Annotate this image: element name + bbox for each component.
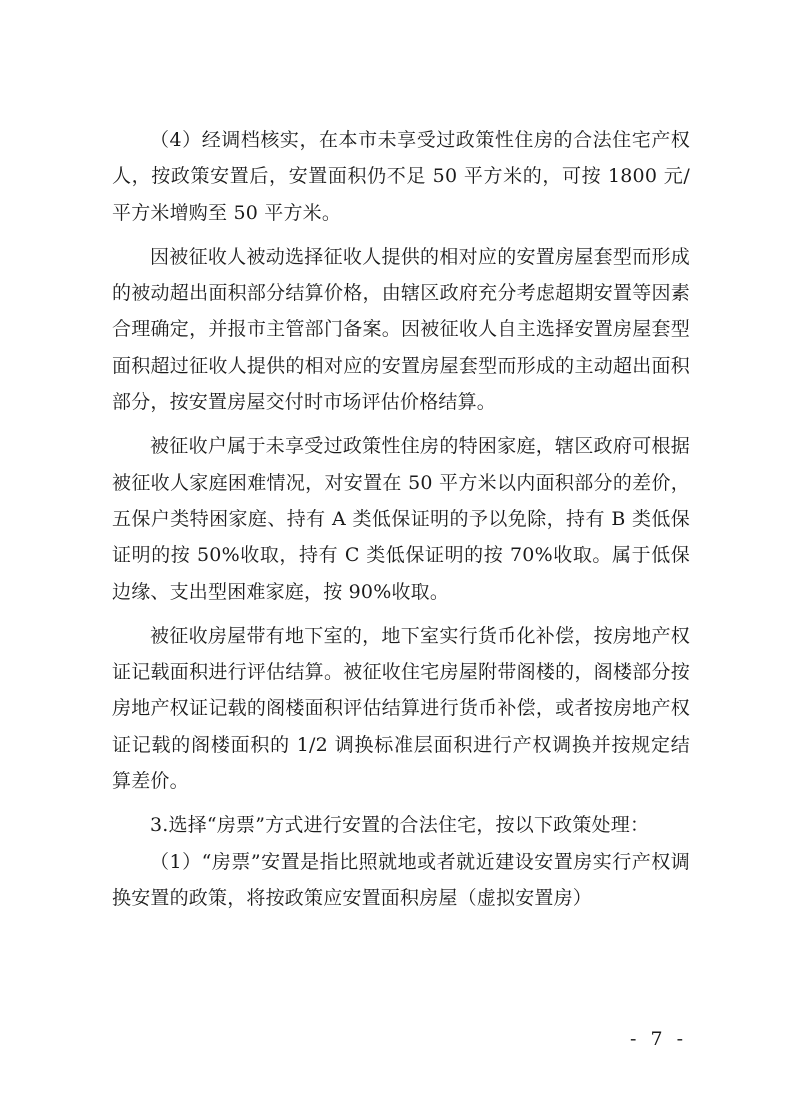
page-number: - 7 -: [629, 1028, 687, 1050]
paragraph-basement-attic: 被征收房屋带有地下室的，地下室实行货币化补偿，按房地产权证记载面积进行评估结算。被征收住宅房屋附带阁楼的，阁楼部分按房地产权证记载的阁楼面积评估结算进行货币补偿，或者按房地产权证记载的阁楼面积的 1/2 调换标准层面积进行产权调换并按规定结算差价。: [112, 624, 690, 793]
paragraph-hardship-households: 被征收户属于未享受过政策性住房的特困家庭，辖区政府可根据被征收人家庭困难情况，对安置在 50 平方米以内面积部分的差价，五保户类特困家庭、持有 A 类低保证明的予以免除，持有 B 类低保证明的按 50%收取，持有 C 类低保证明的按 70%收取。属于低保边缘、支出型困难家庭，按 90%收取。: [112, 435, 690, 603]
document-body: [112, 122, 690, 916]
paragraph-housing-voucher-heading: 3.选择“房票”方式进行安置的合法住宅，按以下政策处理：: [150, 814, 650, 837]
paragraph-excess-area-pricing: 因被征收人被动选择征收人提供的相对应的安置房屋套型而形成的被动超出面积部分结算价格，由辖区政府充分考虑超期安置等因素合理确定，并报市主管部门备案。因被征收人自主选择安置房屋套型面积超过征收人提供的相对应的安置房屋套型而形成的主动超出面积部分，按安置房屋交付时市场评估价格结算。: [112, 245, 690, 414]
paragraph-supplementary-purchase: （4）经调档核实，在本市未享受过政策性住房的合法住宅产权人，按政策安置后，安置面积仍不足 50 平方米的，可按 1800 元/平方米增购至 50 平方米。: [112, 129, 690, 224]
paragraph-housing-voucher-definition: （1）“房票”安置是指比照就地或者就近建设安置房实行产权调换安置的政策，将按政策应安置面积房屋（虚拟安置房）: [112, 850, 690, 909]
